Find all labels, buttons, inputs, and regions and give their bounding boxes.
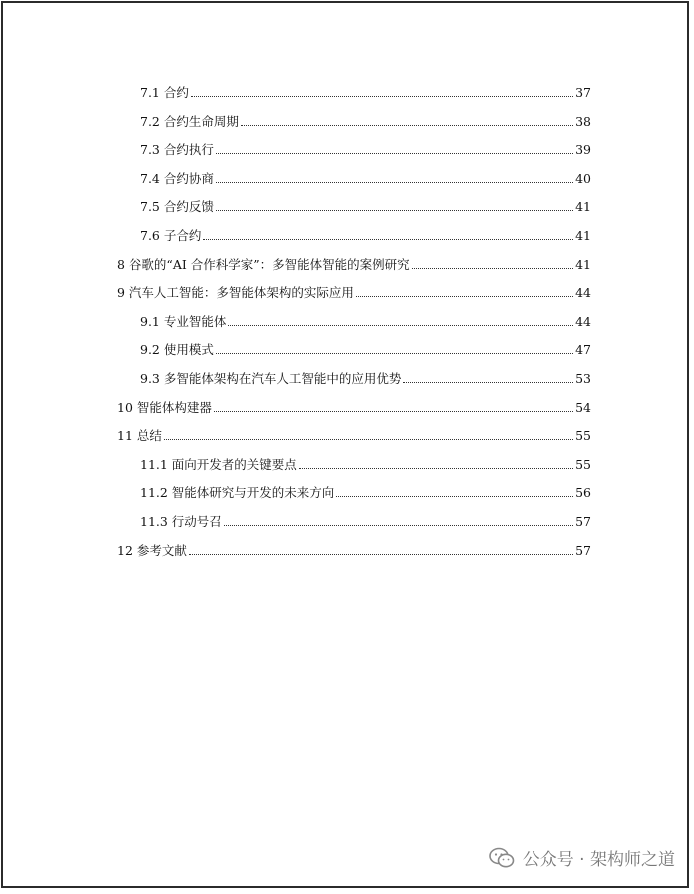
toc-entry-page-number: 56 [575,485,591,501]
toc-entry-label: 7.6 子合约 [140,228,202,243]
toc-entry[interactable] [140,169,591,189]
toc-entry-page-number: 57 [575,542,591,558]
toc-entry[interactable] [117,283,591,303]
toc-entry[interactable] [117,398,591,418]
toc-entry[interactable] [140,312,591,332]
document-page [1,1,689,888]
toc-entry[interactable] [140,369,591,389]
toc-entry[interactable] [117,541,591,561]
toc-dot-leader [164,439,573,440]
toc-entry-label: 7.3 合约执行 [140,142,214,158]
toc-dot-leader [412,268,573,269]
toc-entry-page-number: 55 [575,428,591,444]
toc-dot-leader [191,96,573,97]
toc-entry-label: 7.4 合约协商 [140,170,214,186]
toc-entry-label: 11.3 行动号召 [140,514,222,529]
toc-entry-page-number: 54 [575,399,591,415]
toc-entry-page-number: 40 [575,170,591,186]
toc-dot-leader [214,411,573,412]
toc-entry[interactable] [140,140,591,160]
toc-entry[interactable] [140,226,591,246]
toc-entry-page-number: 44 [575,285,591,301]
toc-entry[interactable] [140,512,591,532]
toc-entry-label: 9.2 使用模式 [140,342,214,358]
toc-dot-leader [216,353,573,354]
toc-entry-label: 7.5 合约反馈 [140,199,214,215]
wechat-icon [489,847,515,869]
toc-entry-label: 8 谷歌的“AI 合作科学家”：多智能体智能的案例研究 [117,256,410,272]
toc-dot-leader [228,325,573,326]
toc-dot-leader [299,468,573,469]
toc-entry-label: 11 总结 [117,428,162,444]
toc-entry[interactable] [140,112,591,132]
toc-entry[interactable] [140,483,591,503]
toc-entry-label: 9.3 多智能体架构在汽车人工智能中的应用优势 [140,371,402,386]
toc-entry[interactable] [140,197,591,217]
toc-entry-page-number: 53 [575,371,591,386]
toc-entry-label: 11.2 智能体研究与开发的未来方向 [140,485,335,501]
toc-entry[interactable] [117,255,591,275]
toc-dot-leader [403,382,573,383]
toc-dot-leader [216,210,573,211]
toc-dot-leader [216,182,573,183]
toc-entry-page-number: 38 [575,113,591,129]
toc-dot-leader [224,525,573,526]
toc-dot-leader [189,554,573,555]
watermark-text: 公众号 · 架构师之道 [522,850,675,870]
toc-entry-page-number: 41 [575,199,591,215]
toc-entry-page-number: 41 [575,256,591,272]
toc-entry-label: 9.1 专业智能体 [140,313,227,329]
toc-entry-page-number: 44 [575,313,591,329]
toc-entry-label: 12 参考文献 [117,542,187,558]
toc-entry-page-number: 57 [575,514,591,529]
toc-entry-page-number: 39 [575,142,591,158]
toc-dot-leader [216,153,573,154]
toc-entry[interactable] [140,455,591,475]
toc-entry-label: 9 汽车人工智能：多智能体架构的实际应用 [117,285,354,301]
toc-entry-label: 11.1 面向开发者的关键要点 [140,456,297,472]
toc-entry-label: 7.1 合约 [140,85,189,100]
toc-entry-label: 7.2 合约生命周期 [140,113,239,129]
watermark [489,845,675,870]
toc-entry[interactable] [140,340,591,360]
toc-dot-leader [241,125,573,126]
toc-entry-page-number: 37 [575,85,591,100]
toc-entry-page-number: 55 [575,456,591,472]
toc-entry-page-number: 47 [575,342,591,358]
toc-dot-leader [336,496,573,497]
toc-entry-page-number: 41 [575,228,591,243]
toc-dot-leader [356,296,573,297]
toc-entry[interactable] [140,83,591,103]
toc-entry-label: 10 智能体构建器 [117,399,212,415]
toc-dot-leader [203,239,573,240]
toc-entry[interactable] [117,426,591,446]
